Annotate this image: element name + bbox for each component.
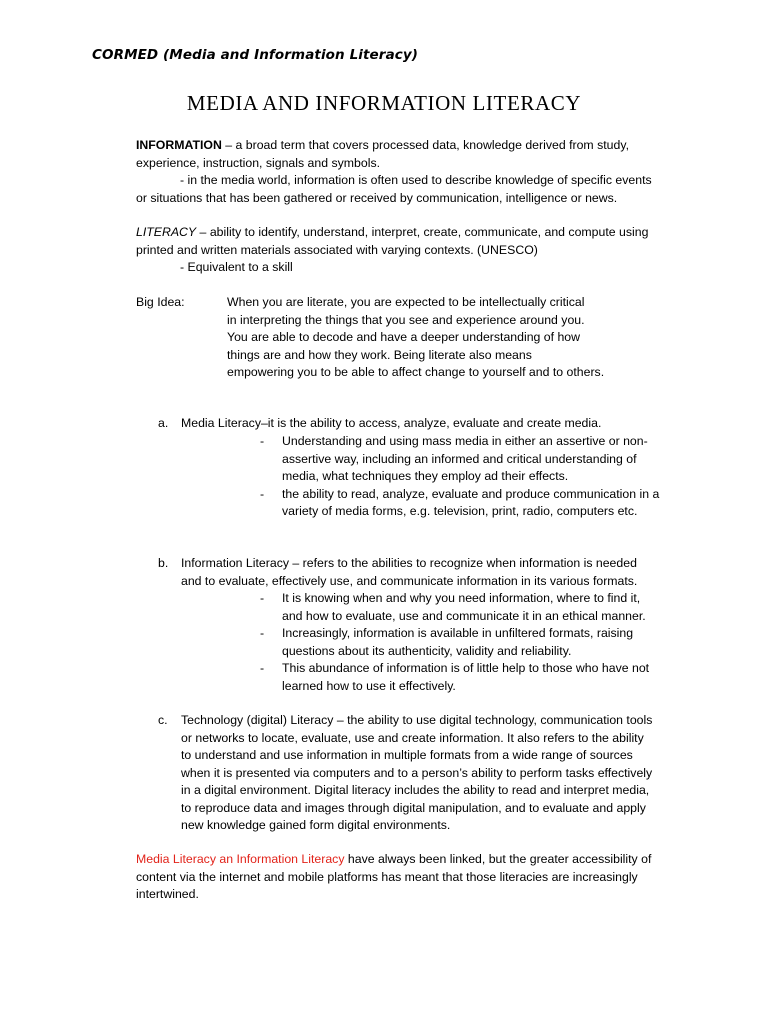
item-b-line: and to evaluate, effectively use, and communicate information in its various formats.: [181, 573, 638, 588]
item-c-line: or networks to locate, evaluate, use and create information. It also refers to the ability: [181, 730, 644, 745]
bullet-dash: -: [260, 486, 265, 501]
information-definition-line-4: or situations that has been gathered or received by communication, intelligence or news.: [136, 190, 618, 205]
item-c-marker: c.: [158, 713, 168, 727]
bullet-line: Increasingly, information is available in unfiltered formats, raising: [282, 626, 634, 640]
item-c-line: when it is presented via computers and to a person’s ability to perform tasks effectively: [181, 765, 653, 780]
bullet-dash: -: [260, 591, 265, 605]
information-term: INFORMATION: [136, 138, 222, 152]
bullet-dash: -: [260, 434, 265, 448]
literacy-definition-line-2: printed and written materials associated with varying contexts. (UNESCO): [136, 242, 538, 257]
bullet-line: It is knowing when and why you need information, where to find it,: [282, 591, 641, 605]
closing-line-1: Media Literacy an Information Literacy have always been linked, but the greater accessibility of: [136, 852, 652, 866]
item-c-line: Technology (digital) Literacy – the ability to use digital technology, communication tools: [181, 713, 653, 727]
page-title: MEDIA AND INFORMATION LITERACY: [186, 91, 582, 115]
big-idea-line: You are able to decode and have a deeper understanding of how: [227, 330, 581, 344]
item-b-line: Information Literacy – refers to the abilities to recognize when information is needed: [181, 556, 637, 570]
big-idea-label: Big Idea:: [136, 295, 185, 309]
big-idea-line: things are and how they work. Being literate also means: [227, 347, 532, 362]
highlighted-phrase: Media Literacy an Information Literacy: [136, 852, 345, 866]
course-header: CORMED (Media and Information Literacy): [92, 47, 419, 63]
bullet-line: questions about its authenticity, validity and reliability.: [282, 643, 572, 658]
literacy-term: LITERACY: [136, 225, 197, 239]
big-idea-line: When you are literate, you are expected to be intellectually critical: [227, 295, 585, 309]
item-c-line: in a digital environment. Digital literacy includes the ability to read and interpret media,: [181, 783, 650, 797]
item-b-marker: b.: [158, 556, 169, 570]
information-definition-line-2: experience, instruction, signals and symbols.: [136, 155, 381, 170]
bullet-line: variety of media forms, e.g. television, print, radio, computers etc.: [282, 504, 638, 518]
bullet-line: media, what techniques they employ ad their effects.: [282, 469, 569, 483]
information-definition-line-1: INFORMATION – a broad term that covers processed data, knowledge derived from study,: [136, 138, 629, 152]
item-c-line: new knowledge gained form digital environments.: [181, 818, 451, 832]
closing-line-3: intertwined.: [136, 887, 199, 901]
item-a-marker: a.: [158, 416, 169, 430]
closing-line-2: content via the internet and mobile platforms has meant that those literacies are increasingly: [136, 869, 638, 884]
bullet-line: learned how to use it effectively.: [282, 678, 456, 693]
item-a-text: Media Literacy–it is the ability to access, analyze, evaluate and create media.: [181, 416, 602, 430]
bullet-dash: -: [260, 626, 265, 640]
big-idea-line: in interpreting the things that you see and experience around you.: [227, 312, 585, 327]
bullet-line: assertive way, including an informed and critical understanding of: [282, 451, 637, 466]
literacy-definition-line-3: - Equivalent to a skill: [180, 260, 293, 274]
bullet-line: the ability to read, analyze, evaluate and produce communication in a: [282, 486, 660, 501]
item-c-line: to reproduce data and images through digital manipulation, and to evaluate and apply: [181, 800, 646, 815]
bullet-dash: -: [260, 661, 265, 675]
big-idea-line: empowering you to be able to affect change to yourself and to others.: [227, 365, 605, 379]
information-definition-line-3: - in the media world, information is often used to describe knowledge of specific events: [180, 173, 652, 187]
item-c-line: to understand and use information in multiple formats from a wide range of sources: [181, 748, 633, 762]
bullet-line: This abundance of information is of little help to those who have not: [282, 661, 650, 675]
bullet-line: and how to evaluate, use and communicate it in an ethical manner.: [282, 608, 646, 623]
literacy-definition-line-1: LITERACY – ability to identify, understand, interpret, create, communicate, and compute using: [136, 225, 649, 239]
bullet-line: Understanding and using mass media in either an assertive or non-: [282, 434, 648, 448]
